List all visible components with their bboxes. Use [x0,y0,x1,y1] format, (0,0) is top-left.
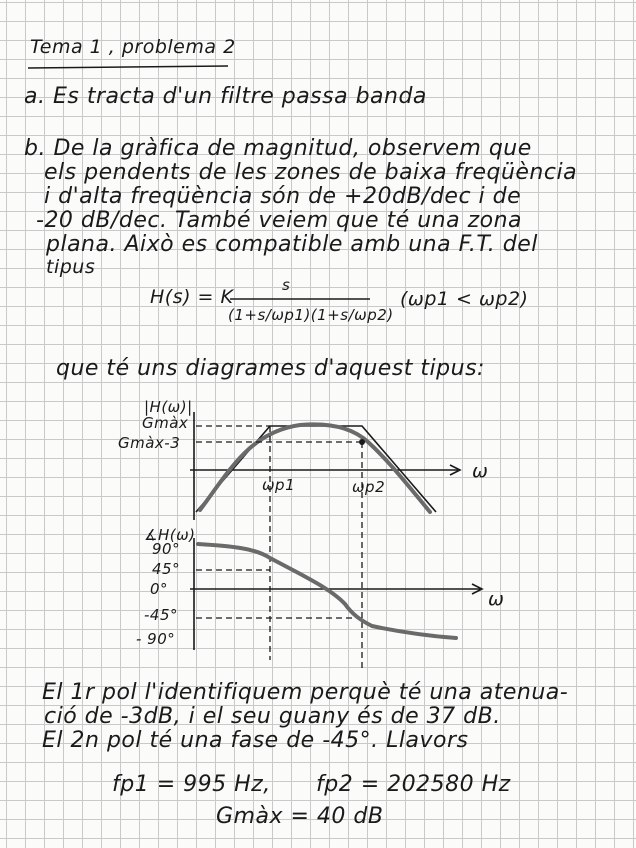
formula-lhs: H(s) = K [150,286,234,308]
part-a-text: a. Es tracta d'un filtre passa banda [24,84,427,109]
part-b-line-5: plana. Això es compatible amb una F.T. del [46,232,538,257]
formula-numerator: s [282,276,291,294]
gmax-result: Gmàx = 40 dB [216,804,384,829]
phase-tick-45: 45° [152,560,181,578]
fp1-result: fp1 = 995 Hz, [112,772,271,797]
wp1-label: ωp1 [262,476,296,494]
formula-denominator: (1+s/ωp1)(1+s/ωp2) [228,306,394,324]
phase-tick-m90: - 90° [136,630,176,648]
wp2-label: ωp2 [352,478,386,496]
phase-tick-m45: -45° [144,606,178,624]
part-b-line-1: b. De la gràfica de magnitud, observem que [24,136,532,161]
formula-condition: (ωp1 < ωp2) [400,288,529,310]
part-b-line-6: tipus [46,256,96,278]
phase-xaxis-label: ω [488,588,505,610]
phase-tick-90: 90° [152,540,181,558]
phase-curve [198,544,456,638]
conclusion-line-2: ció de -3dB, i el seu guany és de 37 dB. [44,704,501,729]
conclusion-line-3: El 2n pol té una fase de -45°. Llavors [42,728,469,753]
fp2-result: fp2 = 202580 Hz [316,772,511,797]
part-b-line-3: i d'alta freqüència són de +20dB/dec i de [44,184,522,209]
part-b-line-2: els pendents de les zones de baixa freqüència [44,160,578,185]
magnitude-ylabel: |H(ω)| [144,398,193,416]
wp2-marker [359,439,365,445]
page-title: Tema 1 , problema 2 [30,36,236,58]
gmax-label: Gmàx [142,414,189,432]
conclusion-line-1: El 1r pol l'identifiquem perquè té una atenua- [42,680,569,705]
phase-tick-0: 0° [150,580,169,598]
magnitude-xaxis-label: ω [472,460,489,482]
phase-ylabel: ∡H(ω) [144,526,196,544]
gmax3-label: Gmàx-3 [118,434,181,452]
diagrams-intro: que té uns diagrames d'aquest tipus: [56,356,485,381]
part-b-line-4: -20 dB/dec. També veiem que té una zona [36,208,523,233]
